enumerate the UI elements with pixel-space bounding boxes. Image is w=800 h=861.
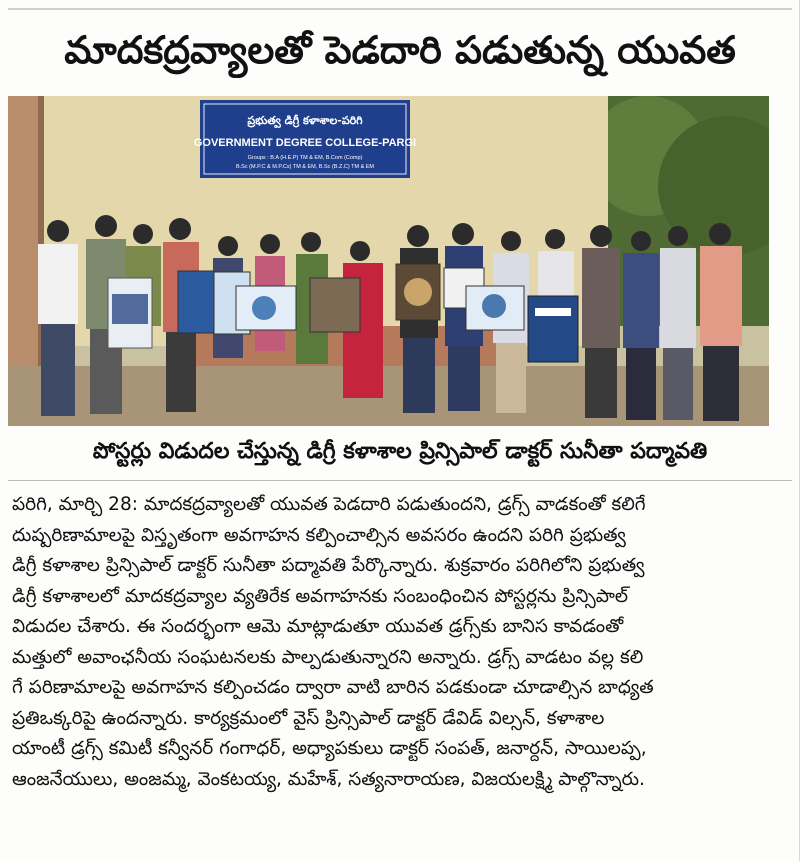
news-photo <box>8 96 769 426</box>
body-line: మత్తులో అవాంఛనీయ సంఘటనలకు పాల్పడుతున్నారని అన్నారు. డ్రగ్స్ వాడటం వల్ల కలి <box>12 646 644 668</box>
article-body <box>12 490 778 850</box>
body-line: విడుదల చేశారు. ఈ సందర్భంగా ఆమె మాట్లాడుతూ యువత డ్రగ్స్‌కు బానిస కావడంతో <box>12 616 624 637</box>
caption-divider <box>8 480 792 481</box>
body-line: ఆంజనేయులు, అంజమ్మ, వెంకటయ్య, మహేశ్, సత్యనారాయణ, విజయలక్ష్మి పాల్గొన్నారు. <box>12 768 645 790</box>
body-line: ప్రతిఒక్కరిపై ఉందన్నారు. కార్యక్రమంలో వైస్ ప్రిన్సిపాల్ డాక్టర్ డేవిడ్ విల్సన్, కళాశాల <box>12 707 605 729</box>
top-rule <box>8 8 792 10</box>
banner-line2: GOVERNMENT DEGREE COLLEGE-PARGI <box>193 137 417 149</box>
body-line: గే పరిణామాలపై అవగాహన కల్పించడం ద్వారా వాటి బారిన పడకుండా చూడాల్సిన బాధ్యత <box>12 677 654 698</box>
banner-line4: B.Sc (M.P.C & M.P.Cs) TM & EM, B.Sc (B.Z.C) TM & EM <box>235 164 375 170</box>
headline: మాదకద్రవ్యాలతో పెడదారి పడుతున్న యువత <box>64 28 736 72</box>
body-line: దుష్పరిణామాలపై విస్తృతంగా అవగాహన కల్పించాల్సిన అవసరం ఉందని పరిగి ప్రభుత్వ <box>12 524 626 546</box>
banner-line1: ప్రభుత్వ డిగ్రీ కళాశాల-పరిగి <box>247 114 363 127</box>
banner-line3: Groups : B.A (H.E.P) TM & EM, B.Com (Comp) <box>247 155 363 161</box>
body-line: యాంటీ డ్రగ్స్ కమిటీ కన్వీనర్ గంగాధర్, అధ్యాపకులు డాక్టర్ సంపత్, జనార్దన్, సాయిలప్ప, <box>12 738 647 759</box>
body-line: పరిగి, మార్చి 28: మాదకద్రవ్యాలతో యువత పెడదారి పడుతుందని, డ్రగ్స్ వాడకంతో కలిగే <box>12 494 646 515</box>
photo-caption: పోస్టర్లు విడుదల చేస్తున్న డిగ్రీ కళాశాల ప్రిన్సిపాల్ డాక్టర్ సునీతా పద్మావతి <box>92 439 708 464</box>
photo-illustration <box>8 96 769 426</box>
body-line: డిగ్రీ కళాశాలలో మాదకద్రవ్యాల వ్యతిరేక అవగాహనకు సంబంధించిన పోస్టర్లను ప్రిన్సిపాల్ <box>12 585 628 607</box>
body-line: డిగ్రీ కళాశాల ప్రిన్సిపాల్ డాక్టర్ సునీతా పద్మావతి పేర్కొన్నారు. శుక్రవారం పరిగిలోని ప్రభుత్వ <box>12 555 645 576</box>
